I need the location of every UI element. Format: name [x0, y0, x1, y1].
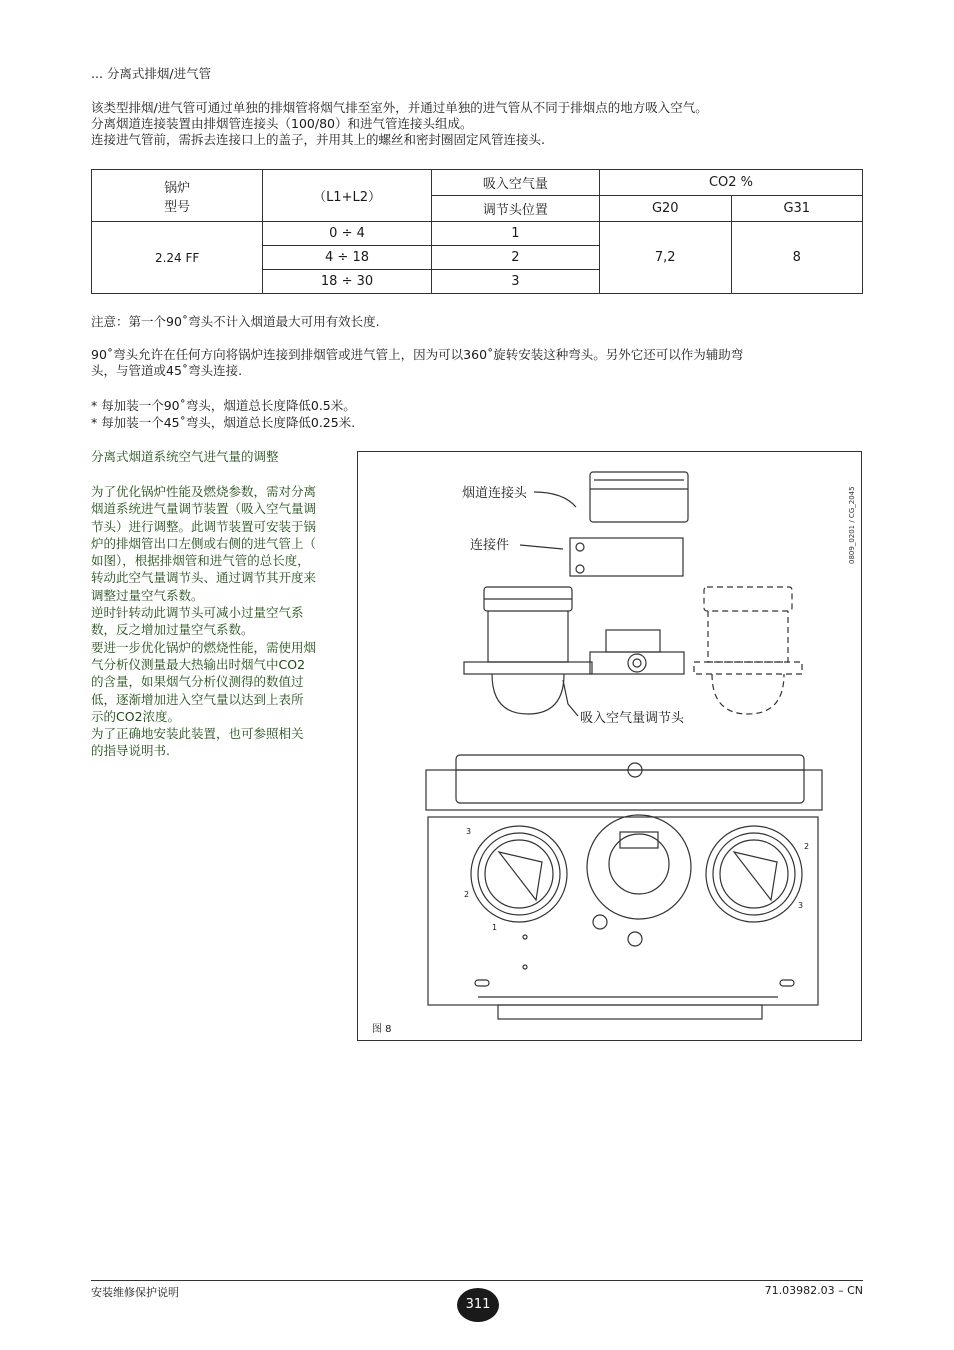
figure-8: [357, 451, 862, 1041]
header-intake-2: 调节头位置: [431, 196, 599, 222]
note-elbow-line-2: 头，与管道或45˚弯头连接.: [91, 363, 243, 378]
marker-1-left: 1: [492, 923, 498, 932]
footer-title: 安装维修保护说明: [91, 1286, 179, 1299]
marker-2-left: 2: [464, 890, 470, 899]
cell-position-1: 1: [431, 222, 599, 246]
header-co2: CO2 %: [600, 170, 863, 196]
adjust-line: 的指导说明书.: [91, 743, 170, 759]
cell-range-1: 0 ÷ 4: [263, 222, 432, 246]
label-flue-connector: 烟道连接头: [462, 486, 528, 501]
boiler-top-view: [426, 755, 822, 1019]
document-code: 71.03982.03 – CN: [764, 1284, 863, 1297]
note-first-elbow: 注意：第一个90˚弯头不计入烟道最大可用有效长度.: [91, 314, 380, 329]
note-elbow-line-1: 90˚弯头允许在任何方向将锅炉连接到排烟管或进气管上，因为可以360˚旋转安装这种弯头。另外它还可以作为辅助弯: [91, 347, 744, 362]
cell-range-2: 4 ÷ 18: [263, 246, 432, 270]
adjust-line: 为了正确地安装此装置，也可参照相关: [91, 726, 304, 742]
adjust-line: 为了优化锅炉性能及燃烧参数，需对分离: [91, 484, 317, 499]
cell-position-2: 2: [431, 246, 599, 270]
adjust-line: 示的CO2浓度。: [91, 708, 181, 724]
intro-line-3: 连接进气管前，需拆去连接口上的盖子，并用其上的螺丝和密封圈固定风管连接头.: [91, 132, 545, 147]
regulator-outline: [694, 587, 802, 714]
label-fitting: 连接件: [470, 538, 510, 553]
adjust-line: 要进一步优化锅炉的燃烧性能，需使用烟: [91, 639, 317, 655]
intro-line-2: 分离烟道连接装置由排烟管连接头（100/80）和进气管连接头组成。: [91, 116, 473, 131]
adjust-line: 逆时针转动此调节头可减小过量空气系: [91, 605, 304, 621]
adjust-body: [91, 483, 346, 760]
cell-range-3: 18 ÷ 30: [263, 270, 432, 294]
leader-line: [563, 680, 578, 716]
figure-caption: 图 8: [372, 1024, 392, 1035]
page-number: 311: [457, 1288, 499, 1322]
spacer-part: [590, 630, 684, 674]
flue-connector-part: [590, 472, 688, 522]
header-length: （L1+L2）: [263, 170, 432, 222]
header-g20: G20: [600, 196, 731, 222]
section-title: ... 分离式排烟/进气管: [91, 66, 212, 81]
label-intake-regulator: 吸入空气量调节头: [580, 711, 685, 726]
fitting-part: [570, 538, 683, 576]
marker-3-right: 3: [798, 901, 804, 910]
adjust-line: 气分析仪测量最大热输出时烟气中CO2: [91, 656, 306, 672]
header-boiler-model: [92, 170, 263, 222]
figure-code: 0809_0201 / CG_2045: [848, 486, 856, 564]
adjust-line: 节头）进行调整。此调节装置可安装于锅: [91, 518, 317, 534]
boiler-drawing: [358, 452, 863, 1042]
intro-line-1: 该类型排烟/进气管可通过单独的排烟管将烟气排至室外，并通过单独的进气管从不同于排烟点的地方吸入空气。: [91, 100, 708, 115]
marker-2-right: 2: [804, 842, 810, 851]
bullet-90-elbow: * 每加装一个90˚弯头，烟道总长度降低0.5米。: [91, 398, 356, 413]
intake-regulator-part: [464, 587, 592, 714]
adjust-line: 烟道系统进气量调节装置（吸入空气量调: [91, 501, 317, 517]
bullet-45-elbow: * 每加装一个45˚弯头，烟道总长度降低0.25米.: [91, 415, 356, 430]
adjust-line: 调整过量空气系数。: [91, 587, 204, 603]
header-model-label: 型号: [164, 199, 191, 215]
specification-table: [91, 169, 863, 294]
cell-position-3: 3: [431, 270, 599, 294]
header-intake-1: 吸入空气量: [431, 170, 599, 196]
adjust-heading: 分离式烟道系统空气进气量的调整: [91, 449, 279, 464]
adjust-line: 的含量，如果烟气分析仪测得的数值过: [91, 674, 304, 690]
adjust-line: 低，逐渐增加进入空气量以达到上表所: [91, 691, 304, 707]
marker-3-left: 3: [466, 827, 472, 836]
cell-g31-value: 8: [731, 222, 863, 294]
leader-line: [520, 545, 563, 549]
cell-model: 2.24 FF: [92, 222, 263, 294]
adjust-line: 炉的排烟管出口左侧或右侧的进气管上（: [91, 535, 317, 551]
footer-divider: [91, 1280, 863, 1281]
adjust-line: 数，反之增加过量空气系数。: [91, 622, 254, 638]
adjust-line: 如图），根据排烟管和进气管的总长度，: [91, 553, 310, 569]
header-boiler-label: 锅炉: [164, 180, 191, 196]
adjust-line: 转动此空气量调节头、通过调节其开度来: [91, 570, 317, 586]
header-g31: G31: [731, 196, 863, 222]
cell-g20-value: 7,2: [600, 222, 731, 294]
leader-line: [534, 492, 576, 507]
